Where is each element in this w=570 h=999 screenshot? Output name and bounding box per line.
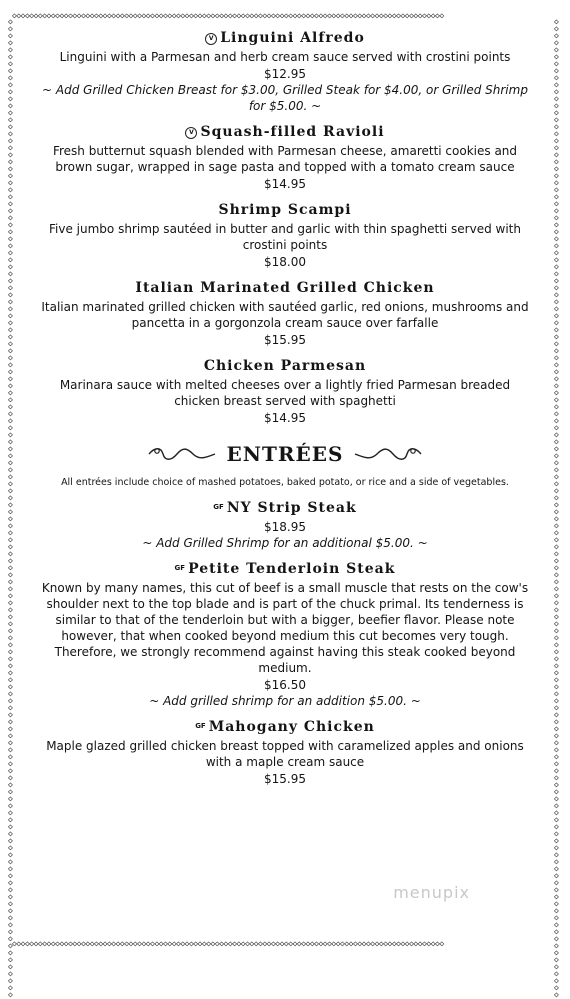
item-addon: ~ Add grilled shrimp for an addition $5.00. ~ xyxy=(149,694,421,708)
section-note: All entrées include choice of mashed potatoes, baked potato, or rice and a side of vegetables. xyxy=(61,477,509,488)
menu-content xyxy=(40,30,530,797)
item-title xyxy=(40,280,530,296)
item-addon: ~ Add Grilled Chicken Breast for $3.00, Grilled Steak for $4.00, or Grilled Shrimp for $5.00. ~ xyxy=(42,83,528,113)
menu-item-italian-grilled-chicken xyxy=(40,280,530,348)
item-name: NY Strip Steak xyxy=(226,500,357,516)
item-title xyxy=(40,500,530,516)
item-name: Squash-filled Ravioli xyxy=(200,124,385,140)
item-name: Italian Marinated Grilled Chicken xyxy=(135,280,435,296)
item-price: $15.95 xyxy=(264,772,306,786)
bottom-decorative-border: ◇◇◇◇◇◇◇◇◇◇◇◇◇◇◇◇◇◇◇◇◇◇◇◇◇◇◇◇◇◇◇◇◇◇◇◇◇◇◇◇◇◇◇◇◇◇◇◇◇◇◇◇◇◇◇◇◇◇◇◇◇◇◇◇◇◇◇◇◇◇◇◇◇◇◇◇◇◇◇◇◇◇◇◇◇◇◇◇◇◇◇◇◇◇◇◇◇◇◇◇ xyxy=(12,939,444,948)
gf-mark-icon: GF xyxy=(213,503,224,511)
left-decorative-border: ◇ ◇ ◇ ◇ ◇ ◇ ◇ ◇ ◇ ◇ ◇ ◇ ◇ ◇ ◇ ◇ ◇ ◇ ◇ ◇ ◇ ◇ ◇ ◇ ◇ ◇ ◇ ◇ ◇ ◇ ◇ ◇ ◇ ◇ ◇ ◇ ◇ ◇ ◇ ◇ ◇ ◇ ◇ ◇ ◇ ◇ ◇ ◇ ◇ ◇ ◇ ◇ ◇ ◇ ◇ ◇ ◇ ◇ ◇ ◇ ◇ ◇ ◇ ◇ ◇ ◇ ◇ ◇ ◇ ◇ ◇ ◇ ◇ ◇ ◇ ◇ ◇ ◇ ◇ ◇ ◇ ◇ ◇ ◇ ◇ ◇ ◇ ◇ ◇ ◇ ◇ ◇ ◇ ◇ ◇ ◇ ◇ ◇ ◇ ◇ ◇ ◇ ◇ ◇ ◇ ◇ ◇ ◇ ◇ ◇ ◇ ◇ ◇ ◇ ◇ ◇ ◇ ◇ ◇ ◇ ◇ ◇ ◇ ◇ ◇ ◇ ◇ ◇ ◇ ◇ ◇ ◇ ◇ ◇ ◇ ◇ ◇ ◇ ◇ ◇ xyxy=(8,17,13,999)
item-description: Maple glazed grilled chicken breast topped with caramelized apples and onions with a maple cream sauce xyxy=(46,739,524,769)
entrees-section-header xyxy=(40,442,530,466)
item-name: Linguini Alfredo xyxy=(220,30,365,46)
menu-item-ny-strip-steak xyxy=(40,500,530,551)
item-title xyxy=(40,561,530,577)
scroll-flourish-icon xyxy=(147,445,217,463)
item-name: Petite Tenderloin Steak xyxy=(188,561,396,577)
menu-item-petite-tenderloin xyxy=(40,561,530,709)
item-title xyxy=(40,358,530,374)
menu-item-linguini-alfredo xyxy=(40,30,530,114)
item-title xyxy=(40,719,530,735)
item-title xyxy=(40,30,530,46)
item-addon: ~ Add Grilled Shrimp for an additional $5.00. ~ xyxy=(142,536,428,550)
item-price: $14.95 xyxy=(264,177,306,191)
item-description: Fresh butternut squash blended with Parmesan cheese, amaretti cookies and brown sugar, wrapped in sage pasta and topped with a tomato cream sauce xyxy=(52,144,518,174)
item-description: Italian marinated grilled chicken with sautéed garlic, red onions, mushrooms and pancetta in a gorgonzola cream sauce over farfalle xyxy=(41,300,529,330)
menu-item-mahogany-chicken xyxy=(40,719,530,787)
item-price: $18.95 xyxy=(264,520,306,534)
menu-item-squash-ravioli xyxy=(40,124,530,192)
item-name: Chicken Parmesan xyxy=(203,358,367,374)
item-title xyxy=(40,124,530,140)
scroll-flourish-icon xyxy=(353,445,423,463)
item-description: Five jumbo shrimp sautéed in butter and garlic with thin spaghetti served with crostini points xyxy=(49,222,521,252)
v-circle-icon: V xyxy=(185,127,197,139)
watermark: menupix xyxy=(393,883,470,902)
gf-mark-icon: GF xyxy=(195,722,206,730)
item-price: $18.00 xyxy=(264,255,306,269)
item-price: $14.95 xyxy=(264,411,306,425)
item-price: $16.50 xyxy=(264,678,306,692)
item-name: Shrimp Scampi xyxy=(218,202,352,218)
item-price: $15.95 xyxy=(264,333,306,347)
section-title: ENTRÉES xyxy=(226,442,344,466)
v-circle-icon: V xyxy=(205,33,217,45)
menu-item-shrimp-scampi xyxy=(40,202,530,270)
item-name: Mahogany Chicken xyxy=(208,719,375,735)
item-description: Linguini with a Parmesan and herb cream sauce served with crostini points xyxy=(59,50,511,64)
item-price: $12.95 xyxy=(264,67,306,81)
item-title xyxy=(40,202,530,218)
top-decorative-border: ◇◇◇◇◇◇◇◇◇◇◇◇◇◇◇◇◇◇◇◇◇◇◇◇◇◇◇◇◇◇◇◇◇◇◇◇◇◇◇◇◇◇◇◇◇◇◇◇◇◇◇◇◇◇◇◇◇◇◇◇◇◇◇◇◇◇◇◇◇◇◇◇◇◇◇◇◇◇◇◇◇◇◇◇◇◇◇◇◇◇◇◇◇◇◇◇◇◇◇◇ xyxy=(12,11,444,20)
item-description: Marinara sauce with melted cheeses over a lightly fried Parmesan breaded chicken breast served with spaghetti xyxy=(59,378,511,408)
gf-mark-icon: GF xyxy=(174,564,186,572)
item-description: Known by many names, this cut of beef is a small muscle that rests on the cow's shoulder next to the top blade and is part of the chuck primal. Its tenderness is similar to that of the tenderloin but with a bigger, beefier flavor. Please note however, that when cooked beyond medium this cut becomes very tough. Therefore, we strongly recommend against having this steak cooked beyond medium. xyxy=(41,581,529,675)
right-decorative-border: ◇ ◇ ◇ ◇ ◇ ◇ ◇ ◇ ◇ ◇ ◇ ◇ ◇ ◇ ◇ ◇ ◇ ◇ ◇ ◇ ◇ ◇ ◇ ◇ ◇ ◇ ◇ ◇ ◇ ◇ ◇ ◇ ◇ ◇ ◇ ◇ ◇ ◇ ◇ ◇ ◇ ◇ ◇ ◇ ◇ ◇ ◇ ◇ ◇ ◇ ◇ ◇ ◇ ◇ ◇ ◇ ◇ ◇ ◇ ◇ ◇ ◇ ◇ ◇ ◇ ◇ ◇ ◇ ◇ ◇ ◇ ◇ ◇ ◇ ◇ ◇ ◇ ◇ ◇ ◇ ◇ ◇ ◇ ◇ ◇ ◇ ◇ ◇ ◇ ◇ ◇ ◇ ◇ ◇ ◇ ◇ ◇ ◇ ◇ ◇ ◇ ◇ ◇ ◇ ◇ ◇ ◇ ◇ ◇ ◇ ◇ ◇ ◇ ◇ ◇ ◇ ◇ ◇ ◇ ◇ ◇ ◇ ◇ ◇ ◇ ◇ ◇ ◇ ◇ ◇ ◇ ◇ ◇ ◇ ◇ ◇ ◇ ◇ ◇ ◇ xyxy=(554,17,559,999)
menu-item-chicken-parmesan xyxy=(40,358,530,426)
